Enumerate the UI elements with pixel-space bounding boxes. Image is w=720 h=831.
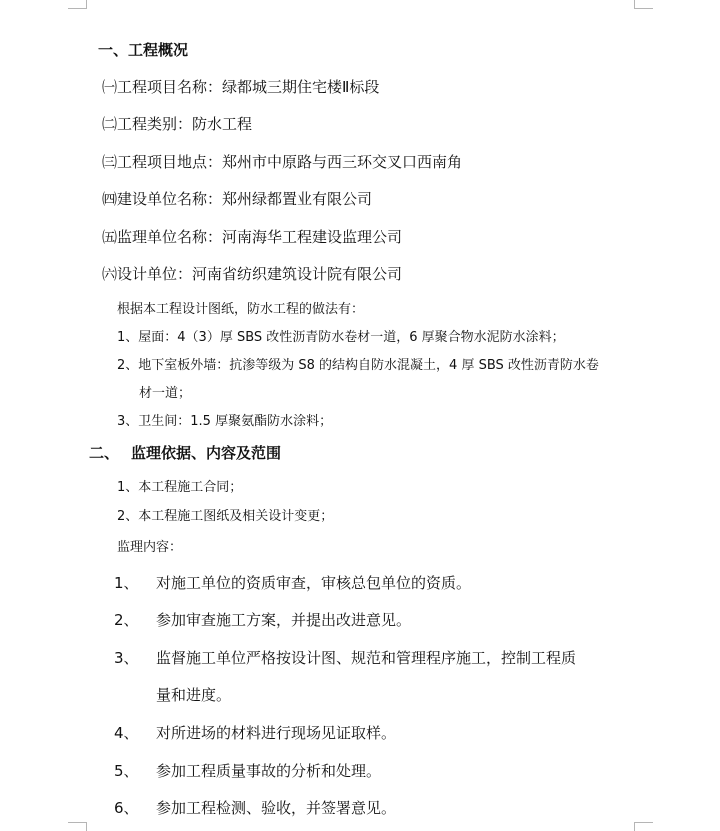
method-basement-wall-cont: 材一道； [139,386,192,401]
method-basement-wall: 2、地下室板外墙：抗渗等级为 S8 的结构自防水混凝土，4 厚 SBS 改性沥青防水卷 [117,358,599,373]
content-item-number: 2、 [114,611,139,629]
content-item-number: 3、 [114,649,139,667]
content-item-text: 参加工程质量事故的分析和处理。 [156,762,382,780]
content-item-3 [114,647,577,668]
content-item-3-cont: 量和进度。 [156,686,232,704]
crop-mark-top-right [634,0,653,9]
project-location: ㈢工程项目地点：郑州市中原路与西三环交叉口西南角 [102,153,463,171]
method-bathroom: 3、卫生间：1.5 厚聚氨酯防水涂料； [117,414,333,429]
content-item-6 [114,797,397,818]
crop-mark-top-left [68,0,87,9]
content-item-text: 参加工程检测、验收，并签署意见。 [156,799,397,817]
basis-drawings: 2、本工程施工图纸及相关设计变更； [117,509,334,524]
basis-contract: 1、本工程施工合同； [117,480,243,495]
content-label: 监理内容： [117,540,183,555]
section2-heading-number: 二、 [89,444,120,462]
project-name: ㈠工程项目名称：绿都城三期住宅楼Ⅱ标段 [102,78,380,96]
section2-heading-text: 监理依据、内容及范围 [131,444,282,462]
methods-intro: 根据本工程设计图纸，防水工程的做法有： [117,302,365,317]
method-roof: 1、屋面：4（3）厚 SBS 改性沥青防水卷材一道，6 厚聚合物水泥防水涂料； [117,330,565,345]
content-item-number: 5、 [114,762,139,780]
content-item-text: 对施工单位的资质审查，审核总包单位的资质。 [156,574,472,592]
content-item-number: 6、 [114,799,139,817]
content-item-text: 对所进场的材料进行现场见证取样。 [156,724,397,742]
content-item-1 [114,572,472,593]
content-item-number: 1、 [114,574,139,592]
content-item-4 [114,722,397,743]
construction-unit: ㈣建设单位名称：郑州绿都置业有限公司 [102,190,373,208]
supervision-unit: ㈤监理单位名称：河南海华工程建设监理公司 [102,228,403,246]
content-item-text: 参加审查施工方案，并提出改进意见。 [156,611,412,629]
project-type: ㈡工程类别：防水工程 [102,115,253,133]
content-item-2 [114,609,412,630]
section2-heading [89,442,281,463]
content-item-5 [114,760,382,781]
design-unit: ㈥设计单位：河南省纺织建筑设计院有限公司 [102,265,403,283]
section1-heading: 一、工程概况 [98,41,189,59]
content-item-number: 4、 [114,724,139,742]
content-item-text: 监督施工单位严格按设计图、规范和管理程序施工，控制工程质 [156,649,577,667]
